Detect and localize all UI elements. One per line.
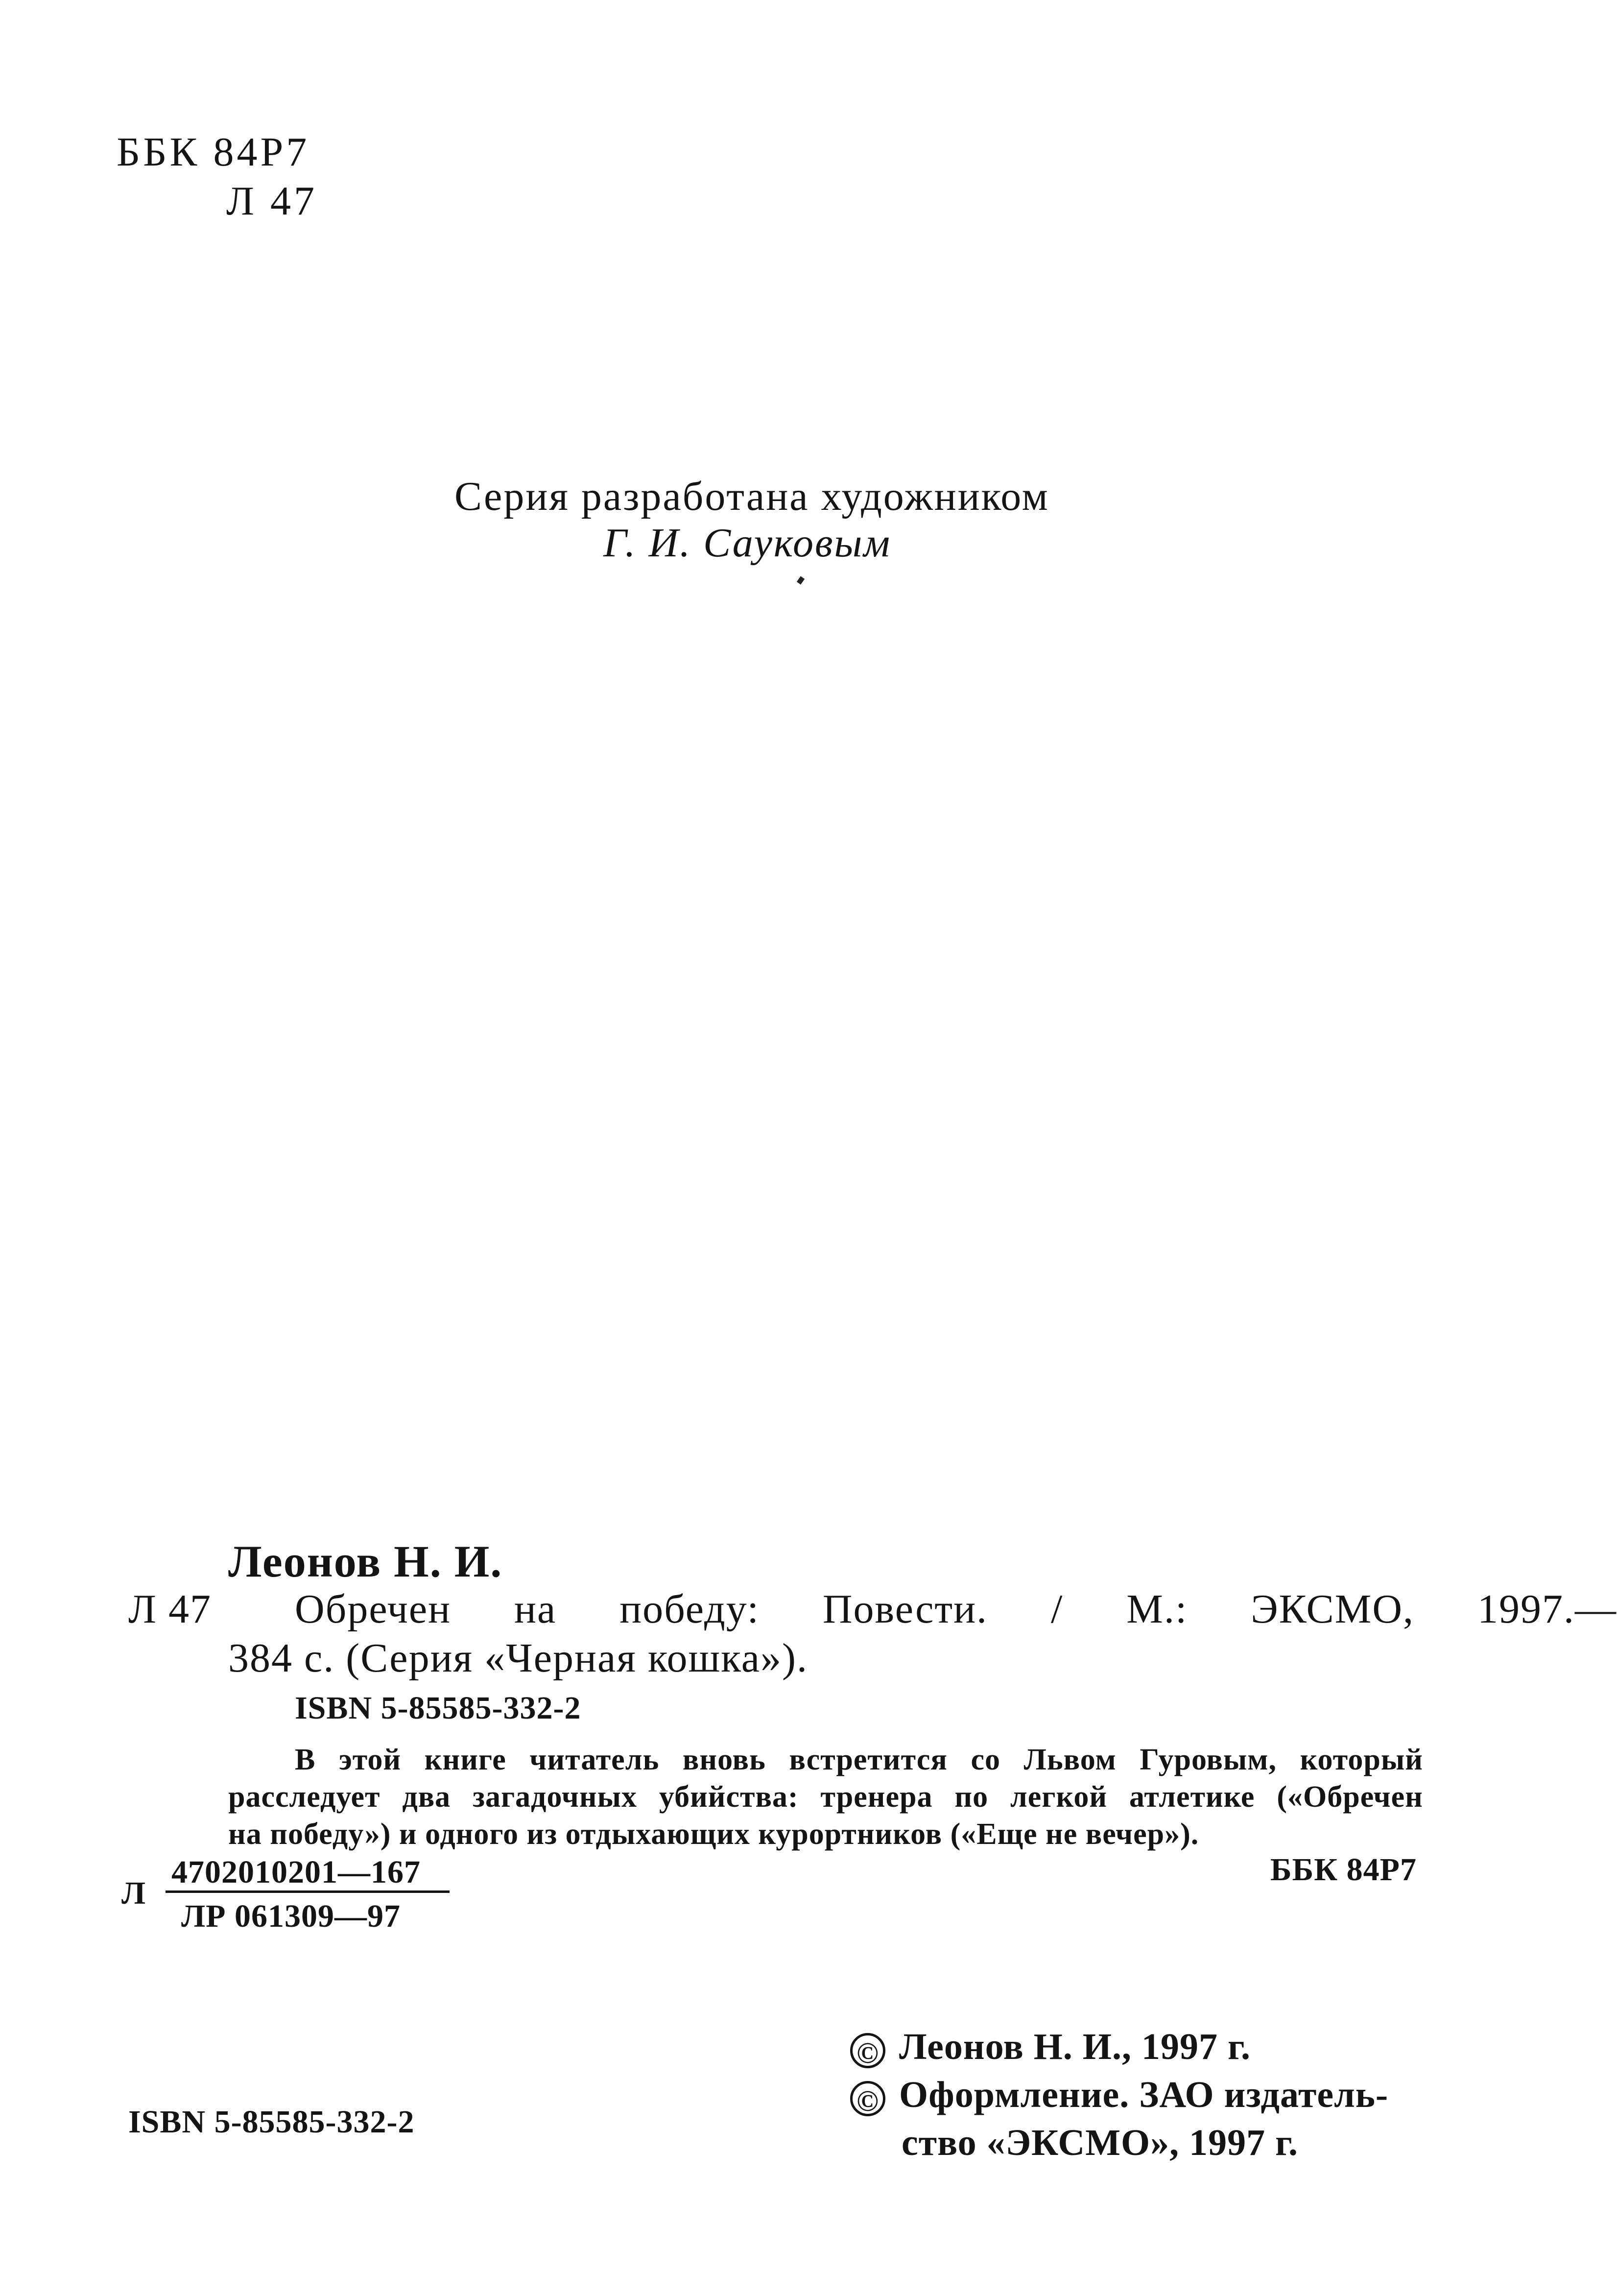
annotation-word: встретится [789,1743,948,1776]
copyright-line-1 [850,2023,1388,2071]
author-mark: Л 47 [226,178,317,224]
annotation-word: который [1300,1743,1423,1776]
copyright-line-3: ство «ЭКСМО», 1997 г. [902,2122,1299,2163]
annotation-word: убийства: [659,1780,799,1814]
series-artist: Г. И. Сауковым [603,520,891,566]
title-word: ЭКСМО, [1251,1586,1414,1632]
annotation-word: этой [338,1743,402,1776]
catalog-code: Л 47 [128,1586,212,1632]
annotation-line [228,1778,1423,1816]
annotation-word: Гуровым, [1140,1743,1277,1776]
bbk-right: ББК 84Р7 [1270,1852,1417,1888]
copyright-line-2 [850,2071,1388,2119]
annotation-word: Львом [1023,1743,1117,1776]
fraction-top: 4702010201—167 [171,1854,421,1890]
title-word: Обречен [295,1586,452,1632]
annotation-word: расследует [228,1780,380,1814]
annotation-word: загадочных [473,1780,638,1814]
annotation-word: В [295,1743,316,1776]
title-word: Повести. [822,1586,988,1632]
annotation [228,1741,1423,1853]
annotation-word: («Обречен [1277,1780,1423,1814]
title-word: на [514,1586,557,1632]
annotation-word: читатель [529,1743,660,1776]
footer-isbn: ISBN 5-85585-332-2 [128,2104,415,2140]
annotation-word: вновь [682,1743,766,1776]
annotation-word: по [954,1780,989,1814]
copyright-icon: © [850,2033,885,2068]
title-word: / [1050,1586,1064,1632]
annotation-word: со [971,1743,1001,1776]
title-word: 1997.— [1477,1586,1617,1632]
author-name: Леонов Н. И. [228,1536,503,1586]
copyright-icon: © [850,2081,885,2116]
title-word: М.: [1126,1586,1188,1632]
title-word: победу: [619,1586,760,1632]
card-isbn: ISBN 5-85585-332-2 [295,1690,581,1726]
series-credit: Серия разработана художником [454,474,1049,519]
annotation-line: на победу») и одного из отдыхающих курортников («Еще не вечер»). [228,1818,1199,1851]
title-line [295,1585,1617,1633]
copyright-block [850,2023,1388,2167]
annotation-word: тренера [820,1780,933,1814]
fraction-bottom: ЛР 061309—97 [181,1898,401,1934]
fraction-bar [166,1890,450,1893]
annotation-line [228,1741,1423,1778]
annotation-word: атлетике [1129,1780,1255,1814]
annotation-word: два [402,1780,451,1814]
annotation-word: книге [424,1743,506,1776]
copyright-text: Оформление. ЗАО издатель- [899,2074,1389,2115]
print-speck [797,576,805,584]
annotation-word: легкой [1010,1780,1108,1814]
pages-series: 384 с. (Серия «Черная кошка»). [228,1635,808,1681]
bbk-index: ББК 84Р7 [117,129,310,175]
fraction-letter: Л [121,1875,146,1911]
copyright-text: Леонов Н. И., 1997 г. [899,2026,1251,2067]
